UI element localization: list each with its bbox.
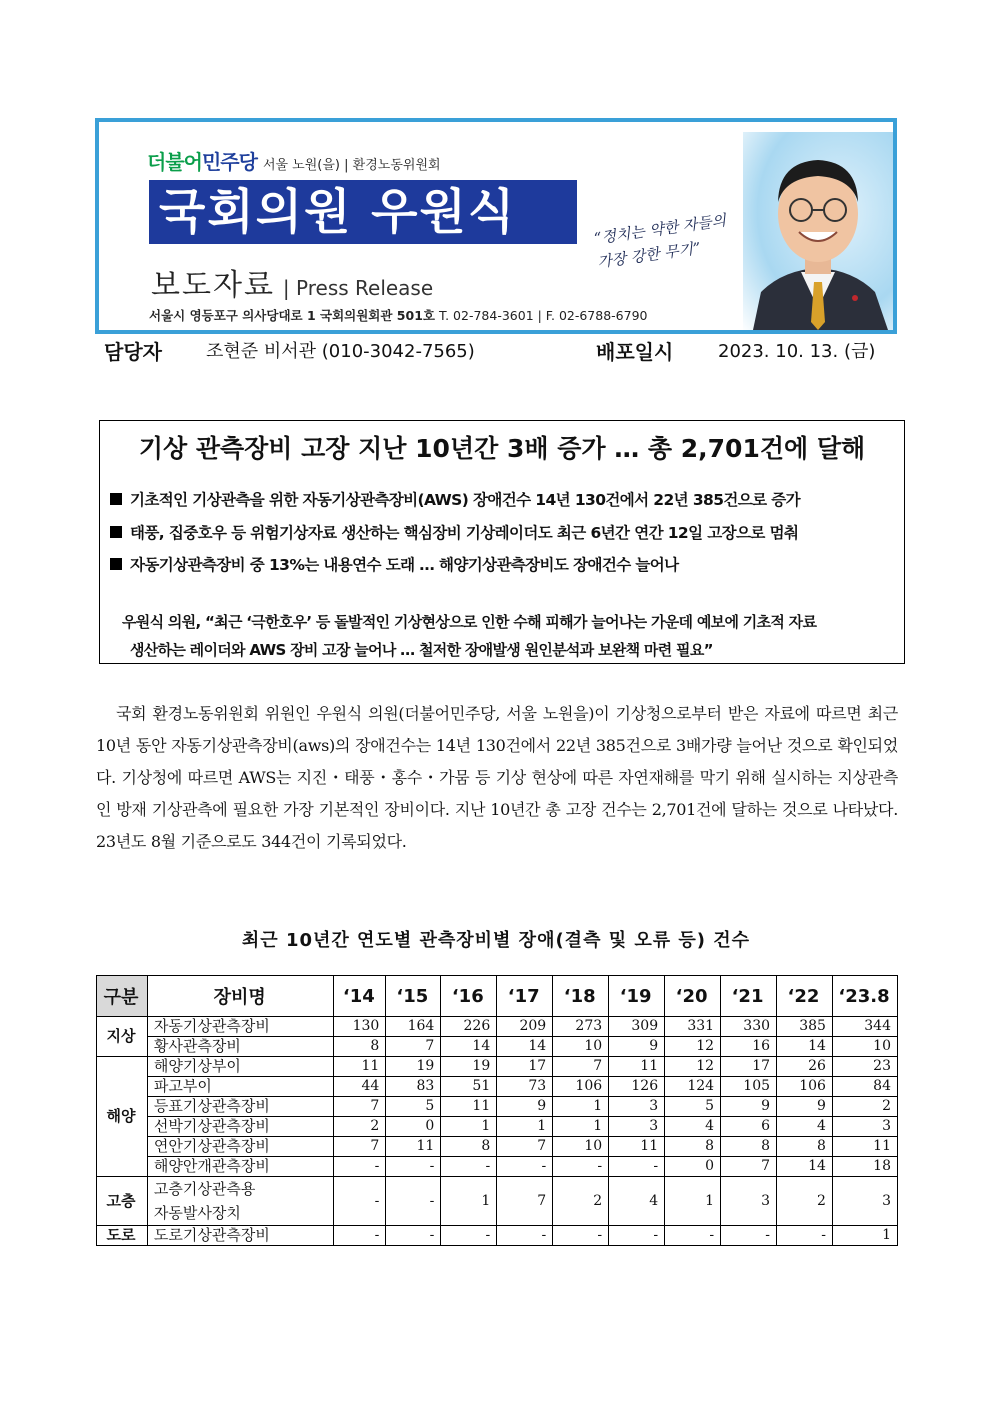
cell: 4 [777, 1117, 833, 1137]
summary-box [99, 420, 905, 664]
cell: 164 [386, 1017, 441, 1037]
cell: 14 [441, 1037, 497, 1057]
cell: 17 [497, 1057, 553, 1077]
cell: 9 [497, 1097, 553, 1117]
lawmaker-portrait-icon [743, 122, 893, 330]
cell: 8 [721, 1137, 777, 1157]
cell: 18 [832, 1157, 897, 1177]
cell: 5 [386, 1097, 441, 1117]
cell: 1 [832, 1226, 897, 1246]
cell: 309 [609, 1017, 665, 1037]
summary-bullet: 자동기상관측장비 중 13%는 내용연수 도래 … 해양기상관측장비도 장애건수 늘어나 [110, 553, 679, 575]
header-equipment: 장비명 [147, 976, 333, 1017]
lawmaker-quote-line-1: 우원식 의원, “최근 ‘극한호우’ 등 돌발적인 기상현상으로 인한 수해 피해가 늘어나는 가운데 예보에 기초적 자료 [122, 613, 817, 631]
cell: 10 [553, 1037, 609, 1057]
cell: 17 [721, 1057, 777, 1077]
press-release-ko: 보도자료 [151, 268, 275, 303]
party-region: 서울 노원(을) | 환경노동위원회 [262, 158, 441, 173]
cell: 8 [665, 1137, 721, 1157]
cell: - [497, 1226, 553, 1246]
cell: 19 [441, 1057, 497, 1077]
cell: 226 [441, 1017, 497, 1037]
cell: - [777, 1226, 833, 1246]
cell: - [497, 1157, 553, 1177]
cell: 3 [721, 1177, 777, 1226]
cell: 3 [609, 1117, 665, 1137]
cell: 7 [334, 1097, 386, 1117]
table-row [97, 1117, 898, 1137]
cell: 7 [497, 1137, 553, 1157]
cell: 11 [334, 1057, 386, 1077]
cell: - [334, 1226, 386, 1246]
cell: 2 [553, 1177, 609, 1226]
cell: 124 [665, 1077, 721, 1097]
manager-label: 담당자 [104, 340, 162, 364]
cell: 10 [832, 1037, 897, 1057]
header-year: ‘14 [334, 976, 386, 1017]
cell: 11 [832, 1137, 897, 1157]
header-year: ‘21 [721, 976, 777, 1017]
cell: 23 [832, 1057, 897, 1077]
equipment-name: 연안기상관측장비 [147, 1137, 333, 1157]
cell: 106 [777, 1077, 833, 1097]
cell: 73 [497, 1077, 553, 1097]
cell: 7 [334, 1137, 386, 1157]
cell: 344 [832, 1017, 897, 1037]
cell: 7 [386, 1037, 441, 1057]
cell: 105 [721, 1077, 777, 1097]
table-header-row [97, 976, 898, 1017]
cell: 8 [334, 1037, 386, 1057]
table-row [97, 1157, 898, 1177]
table-row [97, 1017, 898, 1037]
group-ground: 지상 [97, 1017, 148, 1057]
cell: 11 [609, 1137, 665, 1157]
header-year: ‘20 [665, 976, 721, 1017]
cell: 1 [553, 1097, 609, 1117]
cell: 8 [777, 1137, 833, 1157]
table-row [97, 1177, 898, 1226]
cell: 19 [386, 1057, 441, 1077]
table-row [97, 1037, 898, 1057]
cell: 2 [334, 1117, 386, 1137]
press-banner [95, 118, 897, 334]
office-address: 서울시 영등포구 의사당대로 1 국회의원회관 501호 T. 02-784-3601 | F. 02-6788-6790 [149, 308, 648, 323]
cell: 331 [665, 1017, 721, 1037]
cell: - [609, 1226, 665, 1246]
summary-bullet: 태풍, 집중호우 등 위험기상자료 생산하는 핵심장비 기상레이더도 최근 6년간 연간 12일 고장으로 멈춰 [110, 521, 798, 543]
cell: - [386, 1177, 441, 1226]
cell: - [665, 1226, 721, 1246]
cell: 2 [832, 1097, 897, 1117]
press-release-en: | Press Release [282, 276, 434, 300]
manager-value: 조현준 비서관 (010-3042-7565) [206, 341, 475, 362]
cell: 9 [777, 1097, 833, 1117]
cell: 51 [441, 1077, 497, 1097]
cell: 1 [665, 1177, 721, 1226]
cell: 9 [609, 1037, 665, 1057]
cell: 44 [334, 1077, 386, 1097]
cell: 126 [609, 1077, 665, 1097]
cell: 0 [386, 1117, 441, 1137]
cell: 3 [609, 1097, 665, 1117]
press-release-label [151, 260, 433, 304]
equipment-name: 등표기상관측장비 [147, 1097, 333, 1117]
cell: 11 [386, 1137, 441, 1157]
cell: 273 [553, 1017, 609, 1037]
cell: 3 [832, 1177, 897, 1226]
party-logo: 더불어민주당 [147, 150, 257, 174]
header-year: ‘19 [609, 976, 665, 1017]
cell: - [721, 1226, 777, 1246]
header-category: 구분 [97, 976, 148, 1017]
cell: 0 [665, 1157, 721, 1177]
table-row [97, 1226, 898, 1246]
header-year: ‘15 [386, 976, 441, 1017]
table-row [97, 1077, 898, 1097]
equipment-name: 고층기상관측용 자동발사장치 [147, 1177, 333, 1226]
cell: 14 [497, 1037, 553, 1057]
cell: - [386, 1157, 441, 1177]
table-row [97, 1097, 898, 1117]
slogan-quote: “정치는 약한 자들의 가장 강한 무기” [592, 211, 728, 272]
cell: 11 [609, 1057, 665, 1077]
cell: 1 [553, 1117, 609, 1137]
date-label: 배포일시 [596, 340, 674, 364]
lawmaker-quote-line-2: 생산하는 레이더와 AWS 장비 고장 늘어나 … 철저한 장애발생 원인분석과 보완책 마련 필요” [130, 641, 713, 659]
cell: 84 [832, 1077, 897, 1097]
table-title: 최근 10년간 연도별 관측장비별 장애(결측 및 오류 등) 건수 [241, 930, 751, 951]
cell: 106 [553, 1077, 609, 1097]
cell: 16 [721, 1037, 777, 1057]
cell: 5 [665, 1097, 721, 1117]
equipment-name: 황사관측장비 [147, 1037, 333, 1057]
header-year: ‘17 [497, 976, 553, 1017]
cell: - [553, 1226, 609, 1246]
table-row [97, 1057, 898, 1077]
equipment-name: 선박기상관측장비 [147, 1117, 333, 1137]
cell: - [441, 1157, 497, 1177]
equipment-name: 해양안개관측장비 [147, 1157, 333, 1177]
body-paragraph: 국회 환경노동위원회 위원인 우원식 의원(더불어민주당, 서울 노원을)이 기상청으로부터 받은 자료에 따르면 최근 10년 동안 자동기상관측장비(aws)의 장애건수는 14년 130건에서 22년 385건으로 3배가량 늘어난 것으로 확인되었다. 기상청에 따르면 AWS는 지진・태풍・홍수・가뭄 등 기상 현상에 따른 자연재해를 막기 위해 실시하는 지상관측인 방재 기상관측에 필요한 가장 기본적인 장비이다. 지난 10년간 총 고장 건수는 2,701건에 달하는 것으로 나타났다. 23년도 8월 기준으로도 344건이 기록되었다. [96, 704, 898, 851]
cell: 9 [721, 1097, 777, 1117]
cell: 2 [777, 1177, 833, 1226]
contact-row [100, 336, 900, 364]
failure-stats-table [96, 975, 898, 1246]
cell: 10 [553, 1137, 609, 1157]
cell: 4 [609, 1177, 665, 1226]
cell: 1 [441, 1117, 497, 1137]
cell: 385 [777, 1017, 833, 1037]
cell: 330 [721, 1017, 777, 1037]
cell: 26 [777, 1057, 833, 1077]
headline: 기상 관측장비 고장 지난 10년간 3배 증가 … 총 2,701건에 달해 [138, 434, 866, 463]
header-year: ‘16 [441, 976, 497, 1017]
date-value: 2023. 10. 13. (금) [718, 341, 876, 362]
equipment-name: 파고부이 [147, 1077, 333, 1097]
cell: 12 [665, 1057, 721, 1077]
equipment-name: 자동기상관측장비 [147, 1017, 333, 1037]
cell: 4 [665, 1117, 721, 1137]
cell: - [553, 1157, 609, 1177]
cell: - [334, 1157, 386, 1177]
group-road: 도로 [97, 1226, 148, 1246]
cell: 130 [334, 1017, 386, 1037]
cell: 8 [441, 1137, 497, 1157]
cell: - [334, 1177, 386, 1226]
cell: - [609, 1157, 665, 1177]
header-year: ‘18 [553, 976, 609, 1017]
party-line [147, 146, 441, 175]
cell: 1 [497, 1117, 553, 1137]
cell: - [441, 1226, 497, 1246]
cell: 12 [665, 1037, 721, 1057]
cell: 14 [777, 1037, 833, 1057]
cell: 1 [441, 1177, 497, 1226]
header-year: ‘22 [777, 976, 833, 1017]
summary-bullet: 기초적인 기상관측을 위한 자동기상관측장비(AWS) 장애건수 14년 130건에서 22년 385건으로 증가 [110, 488, 800, 510]
header-year: ‘23.8 [832, 976, 897, 1017]
group-upper-air: 고층 [97, 1177, 148, 1226]
cell: 14 [777, 1157, 833, 1177]
cell: 209 [497, 1017, 553, 1037]
equipment-name: 해양기상부이 [147, 1057, 333, 1077]
lawmaker-name: 국회의원 우원식 [149, 180, 577, 244]
group-sea: 해양 [97, 1057, 148, 1177]
cell: 6 [721, 1117, 777, 1137]
cell: 3 [832, 1117, 897, 1137]
cell: 11 [441, 1097, 497, 1117]
cell: 7 [497, 1177, 553, 1226]
equipment-name: 도로기상관측장비 [147, 1226, 333, 1246]
cell: 7 [553, 1057, 609, 1077]
table-row [97, 1137, 898, 1157]
cell: 7 [721, 1157, 777, 1177]
cell: 83 [386, 1077, 441, 1097]
cell: - [386, 1226, 441, 1246]
